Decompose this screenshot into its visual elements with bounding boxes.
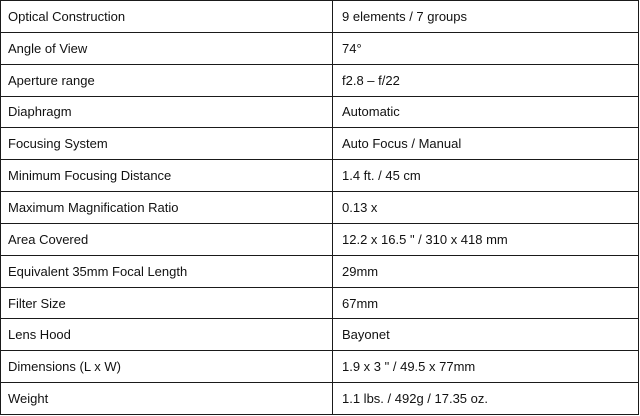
spec-value: Automatic xyxy=(333,96,639,128)
spec-value: 74° xyxy=(333,32,639,64)
table-row xyxy=(1,383,639,415)
spec-value: 29mm xyxy=(333,255,639,287)
table-row xyxy=(1,287,639,319)
table-row xyxy=(1,223,639,255)
spec-value: 67mm xyxy=(333,287,639,319)
spec-label: Dimensions (L x W) xyxy=(1,351,333,383)
spec-value: 1.9 x 3 " / 49.5 x 77mm xyxy=(333,351,639,383)
spec-label: Filter Size xyxy=(1,287,333,319)
spec-label: Lens Hood xyxy=(1,319,333,351)
table-row xyxy=(1,1,639,33)
spec-label: Minimum Focusing Distance xyxy=(1,160,333,192)
table-row xyxy=(1,319,639,351)
spec-label: Optical Construction xyxy=(1,1,333,33)
table-row xyxy=(1,96,639,128)
spec-label: Area Covered xyxy=(1,223,333,255)
spec-table-body xyxy=(1,1,639,415)
table-row xyxy=(1,160,639,192)
spec-label: Maximum Magnification Ratio xyxy=(1,192,333,224)
table-row xyxy=(1,351,639,383)
spec-label: Aperture range xyxy=(1,64,333,96)
spec-value: 9 elements / 7 groups xyxy=(333,1,639,33)
spec-value: f2.8 – f/22 xyxy=(333,64,639,96)
spec-label: Equivalent 35mm Focal Length xyxy=(1,255,333,287)
spec-label: Focusing System xyxy=(1,128,333,160)
spec-value: Bayonet xyxy=(333,319,639,351)
table-row xyxy=(1,255,639,287)
table-row xyxy=(1,128,639,160)
spec-value: 12.2 x 16.5 " / 310 x 418 mm xyxy=(333,223,639,255)
spec-value: Auto Focus / Manual xyxy=(333,128,639,160)
spec-label: Diaphragm xyxy=(1,96,333,128)
spec-value: 1.1 lbs. / 492g / 17.35 oz. xyxy=(333,383,639,415)
spec-label: Weight xyxy=(1,383,333,415)
spec-value: 0.13 x xyxy=(333,192,639,224)
table-row xyxy=(1,64,639,96)
table-row xyxy=(1,192,639,224)
spec-label: Angle of View xyxy=(1,32,333,64)
spec-value: 1.4 ft. / 45 cm xyxy=(333,160,639,192)
table-row xyxy=(1,32,639,64)
